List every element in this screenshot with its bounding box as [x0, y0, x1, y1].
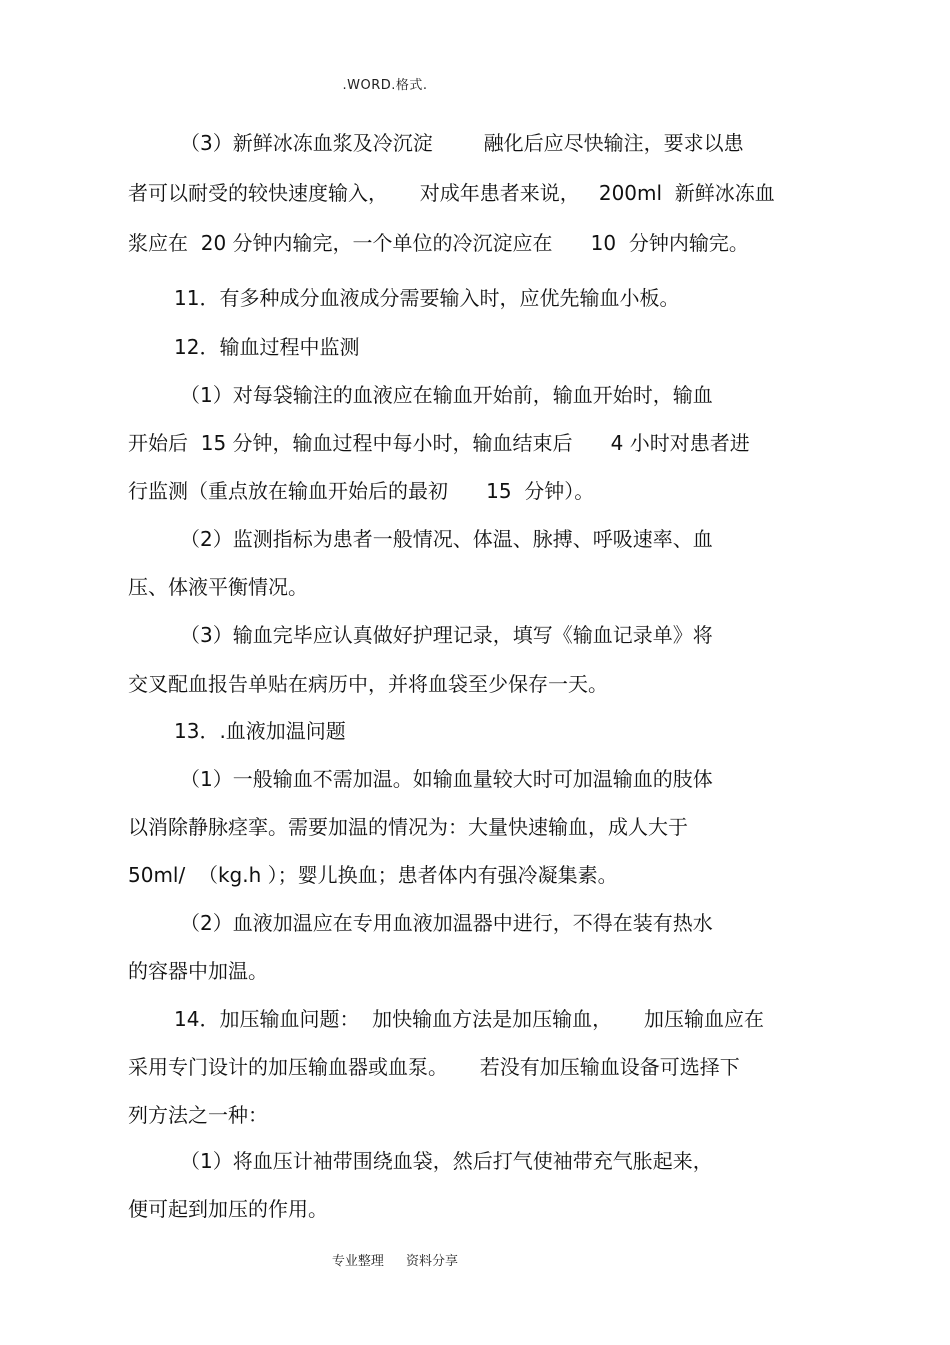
paragraph-line: （3）输血完毕应认真做好护理记录，填写《输血记录单》将 [180, 623, 713, 647]
paragraph-line: 11．有多种成分血液成分需要输入时，应优先输血小板。 [174, 286, 680, 310]
paragraph-line: 交叉配血报告单贴在病历中，并将血袋至少保存一天。 [128, 672, 608, 696]
paragraph-line: 以消除静脉痉挛。需要加温的情况为：大量快速输血，成人大于 [128, 815, 688, 839]
paragraph-line: 开始后 15 分钟，输血过程中每小时，输血结束后 4 小时对患者进 [128, 431, 750, 455]
paragraph-line: 的容器中加温。 [128, 959, 268, 983]
paragraph-line: （1）对每袋输注的血液应在输血开始前，输血开始时，输血 [180, 383, 713, 407]
paragraph-line: （2）监测指标为患者一般情况、体温、脉搏、呼吸速率、血 [180, 527, 713, 551]
page-footer: 专业整理 资料分享 [331, 1254, 459, 1269]
paragraph-line: 50ml/ （kg.h ）；婴儿换血；患者体内有强冷凝集素。 [128, 863, 618, 887]
paragraph-line: （1）一般输血不需加温。如输血量较大时可加温输血的肢体 [180, 767, 713, 791]
section-heading: 12．输血过程中监测 [174, 335, 360, 359]
paragraph-line: （1）将血压计袖带围绕血袋，然后打气使袖带充气胀起来， [180, 1149, 713, 1173]
page-header: .WORD.格式. [342, 78, 428, 93]
paragraph-line: 压、体液平衡情况。 [128, 575, 308, 599]
paragraph-line: （3）新鲜冰冻血浆及冷沉淀 融化后应尽快输注，要求以患 [180, 131, 744, 155]
paragraph-line: 采用专门设计的加压输血器或血泵。 若没有加压输血设备可选择下 [128, 1055, 740, 1079]
paragraph-line: 便可起到加压的作用。 [128, 1197, 328, 1221]
paragraph-line: 14．加压输血问题： 加快输血方法是加压输血， 加压输血应在 [174, 1007, 764, 1031]
paragraph-line: 者可以耐受的较快速度输入， 对成年患者来说， 200ml 新鲜冰冻血 [128, 181, 775, 205]
paragraph-line: （2）血液加温应在专用血液加温器中进行，不得在装有热水 [180, 911, 713, 935]
paragraph-line: 行监测（重点放在输血开始后的最初 15 分钟）。 [128, 479, 595, 503]
paragraph-line: 浆应在 20 分钟内输完，一个单位的冷沉淀应在 10 分钟内输完。 [128, 231, 749, 255]
paragraph-line: 列方法之一种： [128, 1103, 268, 1127]
section-heading: 13．.血液加温问题 [174, 719, 346, 743]
